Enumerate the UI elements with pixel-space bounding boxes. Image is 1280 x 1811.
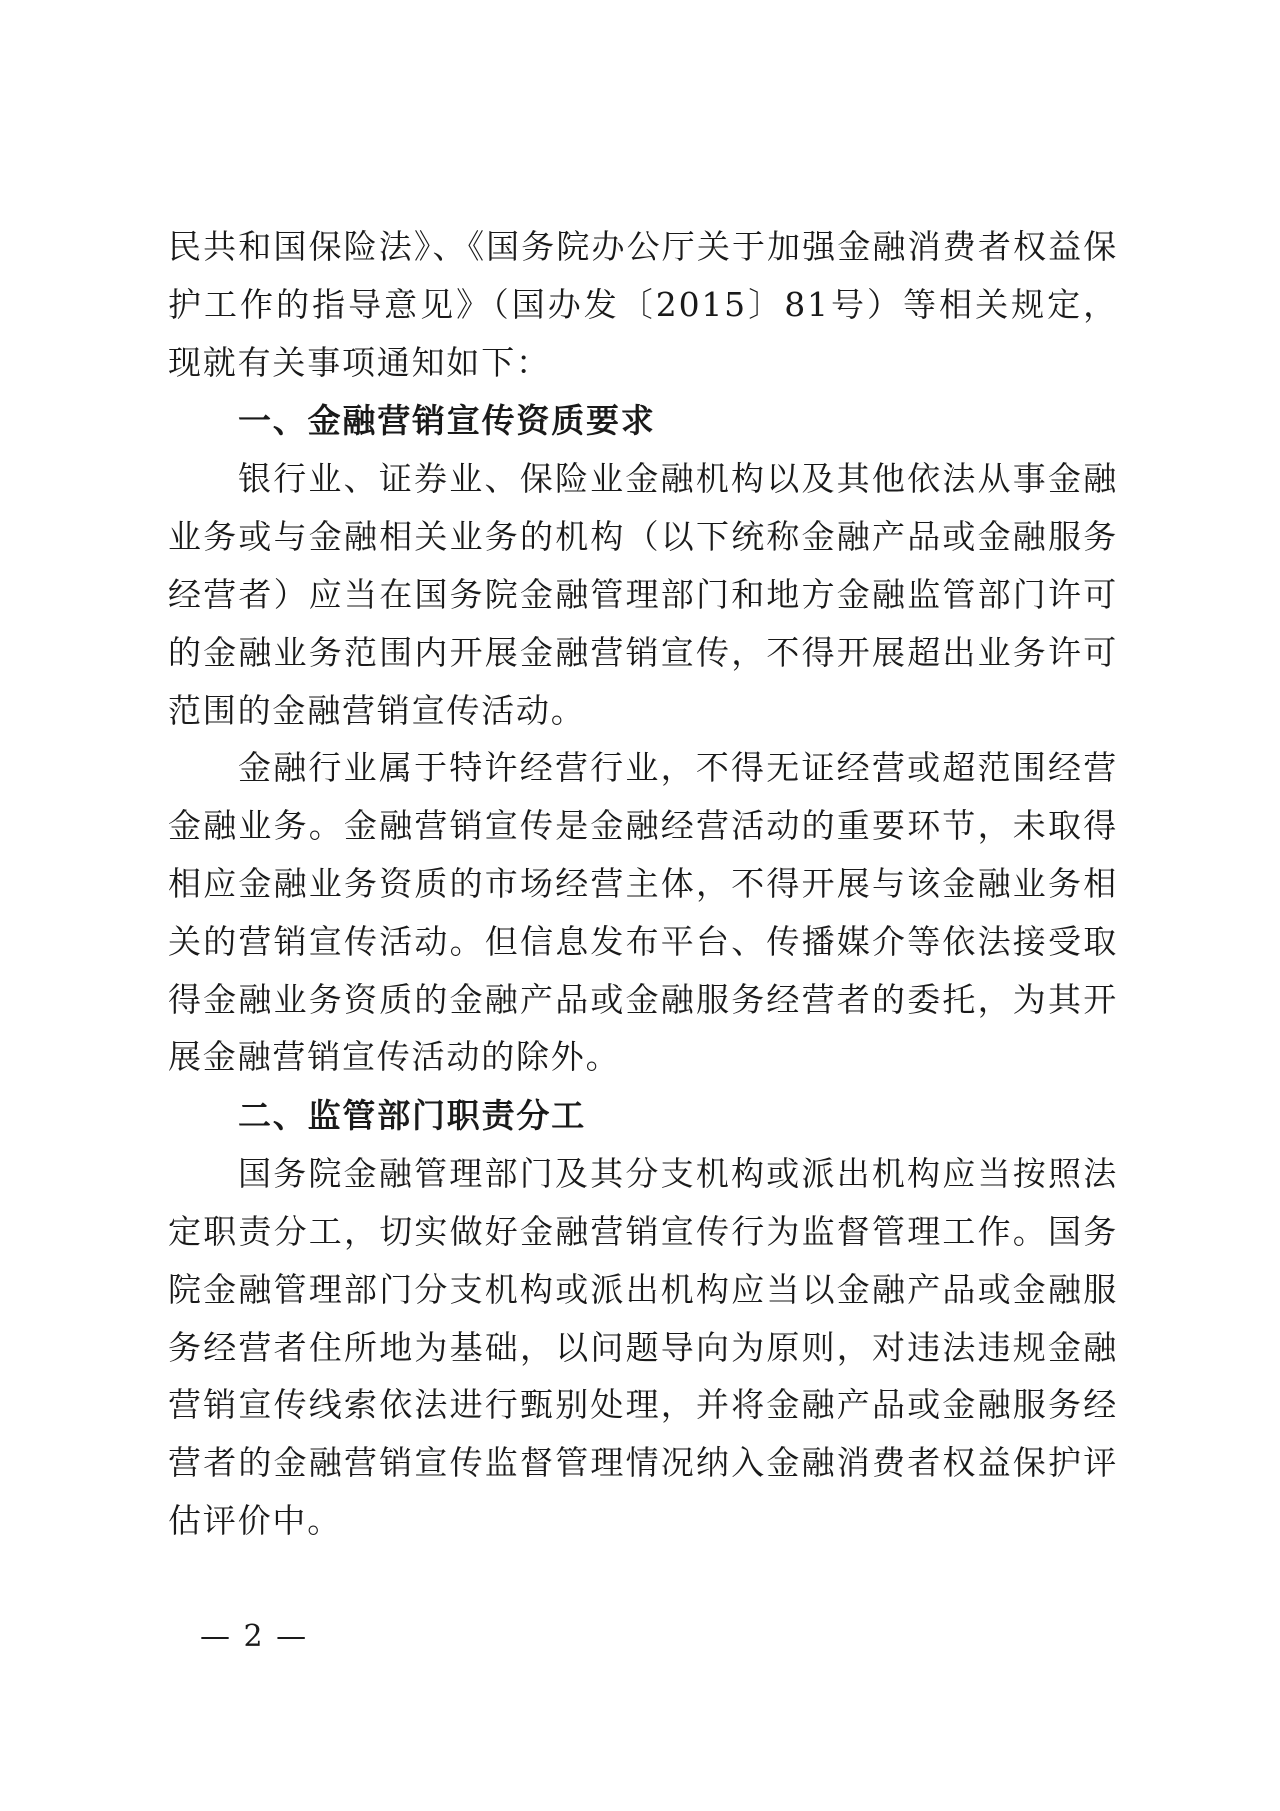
section-1-paragraph-1: 银行业、证券业、保险业金融机构以及其他依法从事金融业务或与金融相关业务的机构（以下统称金融产品或金融服务经营者）应当在国务院金融管理部门和地方金融监管部门许可的金融业务范围内开展金融营销宣传，不得开展超出业务许可范围的金融营销宣传活动。 [168,459,1118,730]
section-1-heading: 一、金融营销宣传资质要求 [238,401,656,441]
document-body [168,218,1118,1550]
page-number: — 2 — [200,1619,309,1654]
intro-paragraph: 民共和国保险法》、《国务院办公厅关于加强金融消费者权益保护工作的指导意见》（国办发〔2015〕81号）等相关规定，现就有关事项通知如下： [168,227,1118,382]
section-1-paragraph-2: 金融行业属于特许经营行业，不得无证经营或超范围经营金融业务。金融营销宣传是金融经营活动的重要环节，未取得相应金融业务资质的市场经营主体，不得开展与该金融业务相关的营销宣传活动。但信息发布平台、传播媒介等依法接受取得金融业务资质的金融产品或金融服务经营者的委托，为其开展金融营销宣传活动的除外。 [168,748,1118,1077]
section-2-paragraph-1: 国务院金融管理部门及其分支机构或派出机构应当按照法定职责分工，切实做好金融营销宣传行为监督管理工作。国务院金融管理部门分支机构或派出机构应当以金融产品或金融服务经营者住所地为基础，以问题导向为原则，对违法违规金融营销宣传线索依法进行甄别处理，并将金融产品或金融服务经营者的金融营销宣传监督管理情况纳入金融消费者权益保护评估评价中。 [168,1154,1118,1540]
section-2-heading: 二、监管部门职责分工 [238,1096,586,1136]
